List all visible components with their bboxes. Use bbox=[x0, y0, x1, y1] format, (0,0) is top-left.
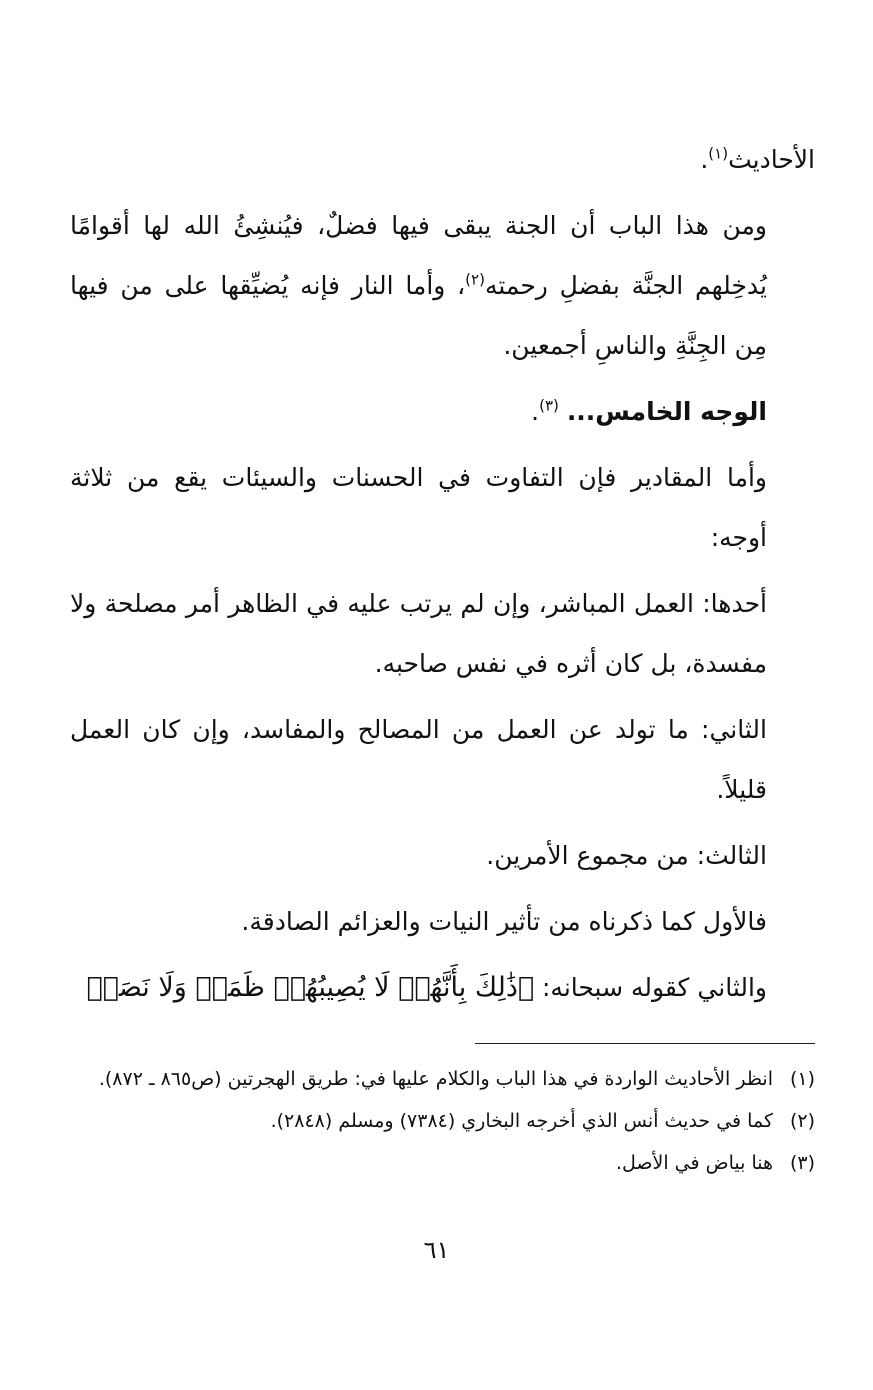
footnote-ref-1: (١) bbox=[708, 144, 729, 163]
page-number: ٦١ bbox=[423, 1236, 450, 1264]
paragraph-9-lead: والثاني كقوله سبحانه: bbox=[534, 973, 767, 1002]
footnote-text: كما في حديث أنس الذي أخرجه البخاري (٧٣٨٤) ومسلم (٢٨٤٨). bbox=[270, 1110, 773, 1132]
quran-verse: ﴿ذَٰلِكَ بِأَنَّهُمۡ لَا يُصِيبُهُمۡ ظَمَأٞ وَلَا نَصَبٞ bbox=[86, 972, 535, 1003]
paragraph-2-part1: ومن هذا الباب أن الجنة يبقى فيها فضلٌ، فيُنشِئُ الله لها أقوامًا يُدخِلهم الجنَّة بفضلِ رحمته bbox=[70, 211, 767, 300]
footnote-number: (٣) bbox=[789, 1152, 815, 1174]
paragraph-6: الثاني: ما تولد عن العمل من المصالح والمفاسد، وإن كان العمل قليلاً. bbox=[70, 715, 767, 804]
footnote-text: هنا بياض في الأصل. bbox=[615, 1152, 773, 1174]
section-heading-tail: . bbox=[531, 397, 540, 426]
paragraph-8: فالأول كما ذكرناه من تأثير النيات والعزائم الصادقة. bbox=[241, 907, 767, 936]
section-heading-text: الوجه الخامس... bbox=[566, 397, 767, 426]
paragraph-9 bbox=[70, 958, 815, 1018]
paragraph-4: وأما المقادير فإن التفاوت في الحسنات والسيئات يقع من ثلاثة أوجه: bbox=[70, 463, 767, 552]
section-heading bbox=[70, 382, 815, 442]
paragraph-5: أحدها: العمل المباشر، وإن لم يرتب عليه في الظاهر أمر مصلحة ولا مفسدة، بل كان أثره في نفس صاحبه. bbox=[70, 589, 767, 678]
paragraph-1 bbox=[70, 130, 815, 190]
footnote-number: (١) bbox=[789, 1068, 815, 1090]
paragraph-2-part2: ، وأما النار فإنه يُضيِّقها على من فيها مِن الجِنَّةِ والناسِ أجمعين. bbox=[70, 271, 767, 360]
paragraph-1-tail: . bbox=[700, 145, 709, 174]
paragraph-7: الثالث: من مجموع الأمرين. bbox=[486, 841, 767, 870]
main-text bbox=[70, 130, 815, 1024]
footnote-1 bbox=[70, 1058, 815, 1100]
footnote-ref-2: (٢) bbox=[465, 270, 485, 289]
paragraph-1-text: الأحاديث bbox=[728, 145, 815, 174]
footnote-3 bbox=[70, 1142, 815, 1184]
footnote-2 bbox=[70, 1100, 815, 1142]
footnote-ref-3: (٣) bbox=[539, 396, 559, 415]
paragraph-2 bbox=[70, 196, 815, 376]
footnotes bbox=[70, 1058, 815, 1184]
footnote-number: (٢) bbox=[789, 1110, 815, 1132]
footnote-separator bbox=[475, 1043, 815, 1044]
footnote-text: انظر الأحاديث الواردة في هذا الباب والكلام عليها في: طريق الهجرتين (ص٨٦٥ ـ ٨٧٢). bbox=[98, 1068, 773, 1090]
